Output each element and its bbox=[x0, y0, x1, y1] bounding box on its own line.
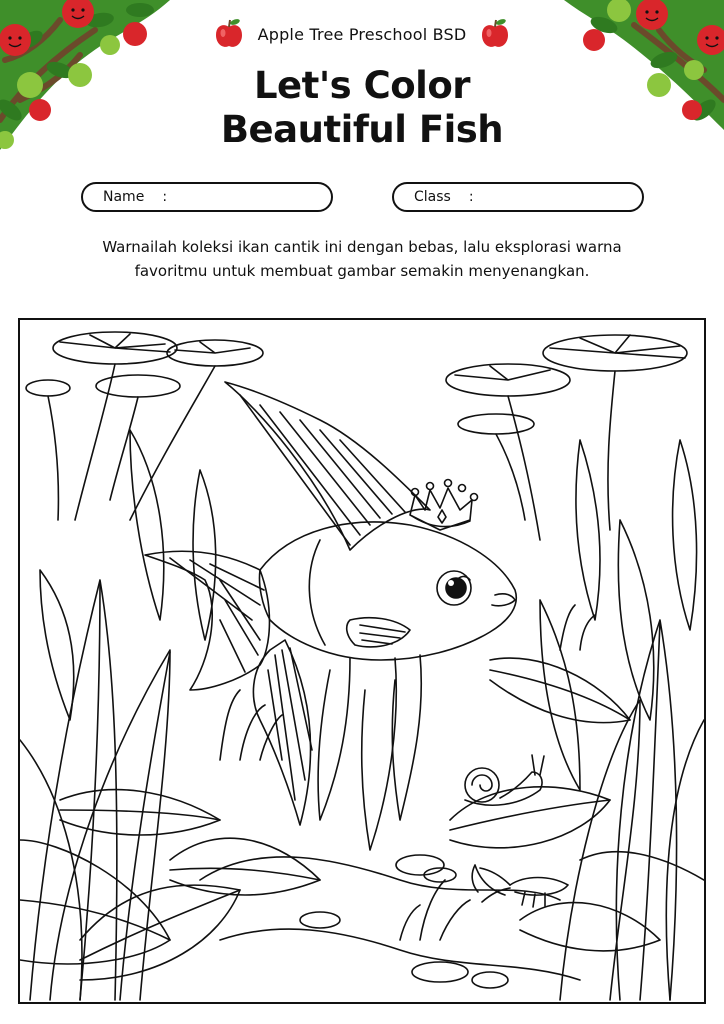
page-title bbox=[0, 64, 724, 152]
instructions-line-2: favoritmu untuk membuat gambar semakin menyenangkan. bbox=[134, 262, 590, 280]
instructions-line-1: Warnailah koleksi ikan cantik ini dengan bebas, lalu eksplorasi warna bbox=[102, 238, 622, 256]
apple-icon bbox=[480, 18, 510, 50]
name-colon: : bbox=[162, 189, 168, 205]
lily-pads-right bbox=[446, 335, 687, 540]
name-label: Name bbox=[103, 189, 145, 205]
school-name: Apple Tree Preschool BSD bbox=[257, 24, 467, 44]
fish-dorsal-fin bbox=[225, 382, 430, 550]
apple-icon bbox=[214, 18, 244, 50]
fish-pectoral-fin bbox=[347, 618, 410, 647]
crown-icon bbox=[410, 480, 478, 531]
class-label: Class bbox=[414, 189, 451, 205]
instructions bbox=[40, 235, 684, 283]
class-colon: : bbox=[468, 189, 474, 205]
lily-pads-left bbox=[26, 332, 263, 520]
title-line-1: Let's Color bbox=[253, 64, 470, 107]
seabed bbox=[200, 605, 595, 988]
school-header bbox=[0, 16, 724, 52]
shrimp bbox=[480, 868, 568, 907]
plants-right bbox=[450, 440, 704, 1000]
coloring-area[interactable] bbox=[18, 318, 706, 1004]
fish-eye bbox=[437, 571, 471, 605]
class-field[interactable] bbox=[392, 182, 644, 212]
fish-body bbox=[259, 522, 516, 660]
fish-ventral-fins bbox=[253, 640, 421, 850]
name-field[interactable] bbox=[81, 182, 333, 212]
snail bbox=[465, 755, 544, 805]
title-line-2: Beautiful Fish bbox=[220, 108, 504, 151]
angelfish-illustration bbox=[20, 320, 704, 1002]
